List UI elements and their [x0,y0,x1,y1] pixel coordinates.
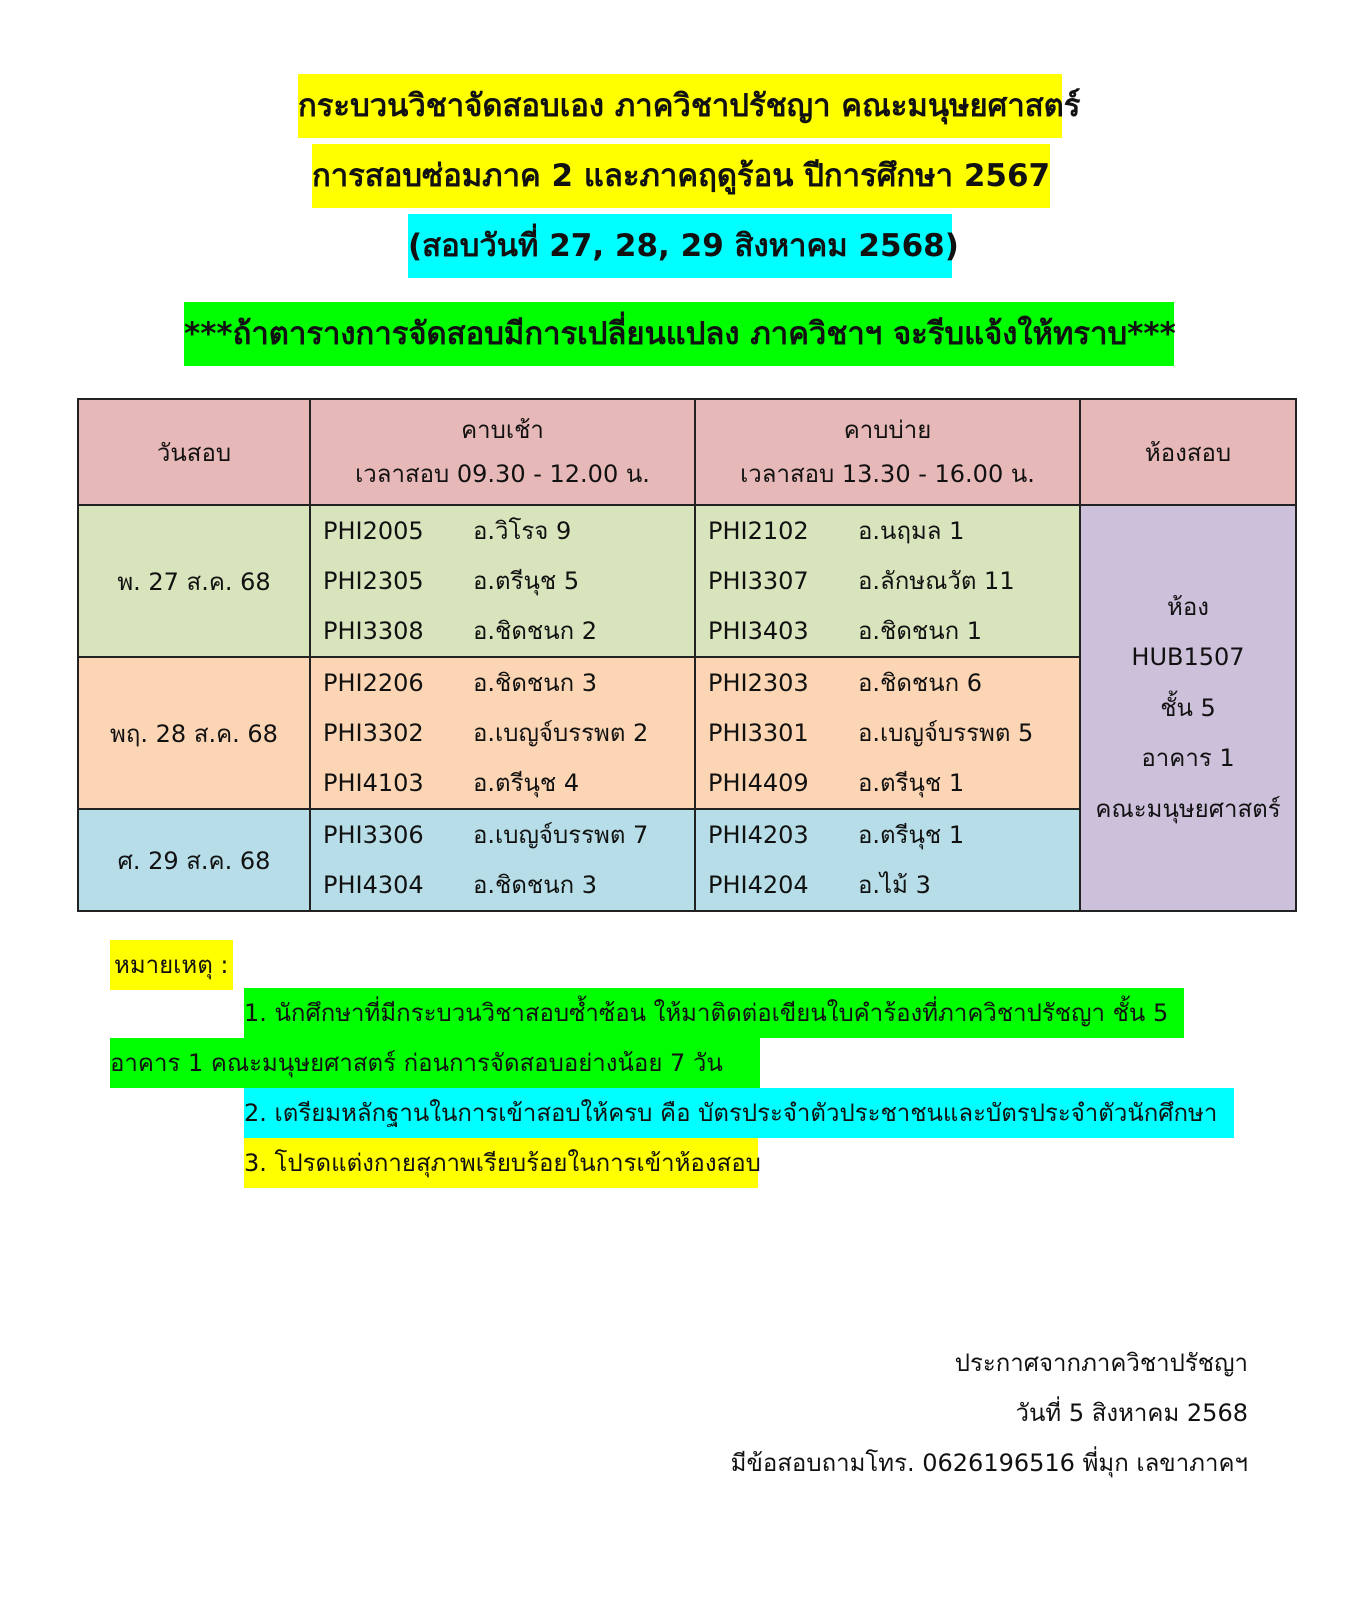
title-line-1: กระบวนวิชาจัดสอบเอง ภาควิชาปรัชญา คณะมนุษยศาสตร์ [298,74,1062,138]
exam-date: พ. 27 ส.ค. 68 [78,505,310,657]
footer-date: วันที่ 5 สิงหาคม 2568 [1015,1399,1248,1427]
instructor-count: อ.ชิดชนก 3 [473,669,598,697]
instructor-count: อ.ลักษณวัต 11 [858,567,1015,595]
course-code: PHI4304 [323,871,424,899]
course-entry [311,708,694,758]
course-code: PHI2303 [708,669,809,697]
instructor-count: อ.เบญจ์บรรพต 5 [858,719,1034,747]
header-room: ห้องสอบ [1080,399,1296,505]
course-entry [311,506,694,556]
table-header-row [78,399,1296,505]
exam-date: พฤ. 28 ส.ค. 68 [78,657,310,809]
table-row [78,505,1296,657]
course-entry [696,708,1079,758]
room-floor: ชั้น 5 [1160,693,1216,722]
course-code: PHI3302 [323,719,424,747]
notes-label: หมายเหตุ : [110,940,233,990]
course-code: PHI4409 [708,769,809,797]
course-entry [696,658,1079,708]
exam-date: ศ. 29 ส.ค. 68 [78,809,310,911]
instructor-count: อ.ไม้ 3 [858,871,931,899]
instructor-count: อ.ชิดชนก 2 [473,617,598,645]
course-code: PHI3301 [708,719,809,747]
morning-title: คาบเช้า [461,416,544,444]
course-entry [696,506,1079,556]
morning-cell [310,505,695,657]
note-2: 2. เตรียมหลักฐานในการเข้าสอบให้ครบ คือ บัตรประจำตัวประชาชนและบัตรประจำตัวนักศึกษา [244,1088,1234,1138]
instructor-count: อ.เบญจ์บรรพต 7 [473,821,649,849]
room-faculty: คณะมนุษยศาสตร์ [1095,794,1281,823]
instructor-count: อ.ตรีนุช 1 [858,821,965,849]
course-code: PHI2102 [708,517,809,545]
course-code: PHI4204 [708,871,809,899]
instructor-count: อ.วิโรจ 9 [473,517,572,545]
course-entry [311,658,694,708]
course-entry [696,606,1079,656]
course-code: PHI3307 [708,567,809,595]
course-code: PHI4203 [708,821,809,849]
header-date: วันสอบ [78,399,310,505]
title-line-2: การสอบซ่อมภาค 2 และภาคฤดูร้อน ปีการศึกษา 2567 [312,144,1050,208]
room-building: อาคาร 1 [1141,744,1235,773]
instructor-count: อ.นฤมล 1 [858,517,965,545]
exam-schedule-table [77,398,1297,912]
morning-cell [310,809,695,911]
course-entry [696,758,1079,808]
morning-time: เวลาสอบ 09.30 - 12.00 น. [355,460,650,488]
exam-room [1080,505,1296,911]
header-morning [310,399,695,505]
instructor-count: อ.ตรีนุช 1 [858,769,965,797]
footer-announcer: ประกาศจากภาควิชาปรัชญา [954,1349,1248,1377]
course-code: PHI3403 [708,617,809,645]
course-code: PHI2305 [323,567,424,595]
afternoon-cell [695,657,1080,809]
course-code: PHI2005 [323,517,424,545]
note-1-line-2: อาคาร 1 คณะมนุษยศาสตร์ ก่อนการจัดสอบอย่างน้อย 7 วัน [110,1038,760,1088]
morning-cell [310,657,695,809]
note-3: 3. โปรดแต่งกายสุภาพเรียบร้อยในการเข้าห้องสอบ [244,1138,758,1188]
note-1-line-1: 1. นักศึกษาที่มีกระบวนวิชาสอบซ้ำซ้อน ให้มาติดต่อเขียนใบคำร้องที่ภาควิชาปรัชญา ชั้น 5 [244,988,1184,1038]
instructor-count: อ.ชิดชนก 6 [858,669,983,697]
instructor-count: อ.ตรีนุช 4 [473,769,580,797]
header-afternoon [695,399,1080,505]
footer-contact: มีข้อสอบถามโทร. 0626196516 พี่มุก เลขาภาคฯ [730,1449,1248,1477]
title-exam-dates: (สอบวันที่ 27, 28, 29 สิงหาคม 2568) [408,214,952,278]
change-notice: ***ถ้าตารางการจัดสอบมีการเปลี่ยนแปลง ภาควิชาฯ จะรีบแจ้งให้ทราบ*** [184,302,1174,366]
course-entry [696,810,1079,860]
instructor-count: อ.เบญจ์บรรพต 2 [473,719,649,747]
afternoon-time: เวลาสอบ 13.30 - 16.00 น. [740,460,1035,488]
afternoon-cell [695,809,1080,911]
room-label: ห้อง [1167,592,1209,621]
course-code: PHI4103 [323,769,424,797]
course-entry [311,606,694,656]
course-entry [311,758,694,808]
course-entry [311,556,694,606]
instructor-count: อ.ชิดชนก 1 [858,617,983,645]
afternoon-title: คาบบ่าย [843,416,932,444]
course-entry [696,556,1079,606]
course-entry [311,860,694,910]
course-code: PHI2206 [323,669,424,697]
course-entry [696,860,1079,910]
afternoon-cell [695,505,1080,657]
course-code: PHI3306 [323,821,424,849]
course-code: PHI3308 [323,617,424,645]
room-code: HUB1507 [1131,643,1245,672]
instructor-count: อ.ตรีนุช 5 [473,567,580,595]
instructor-count: อ.ชิดชนก 3 [473,871,598,899]
course-entry [311,810,694,860]
